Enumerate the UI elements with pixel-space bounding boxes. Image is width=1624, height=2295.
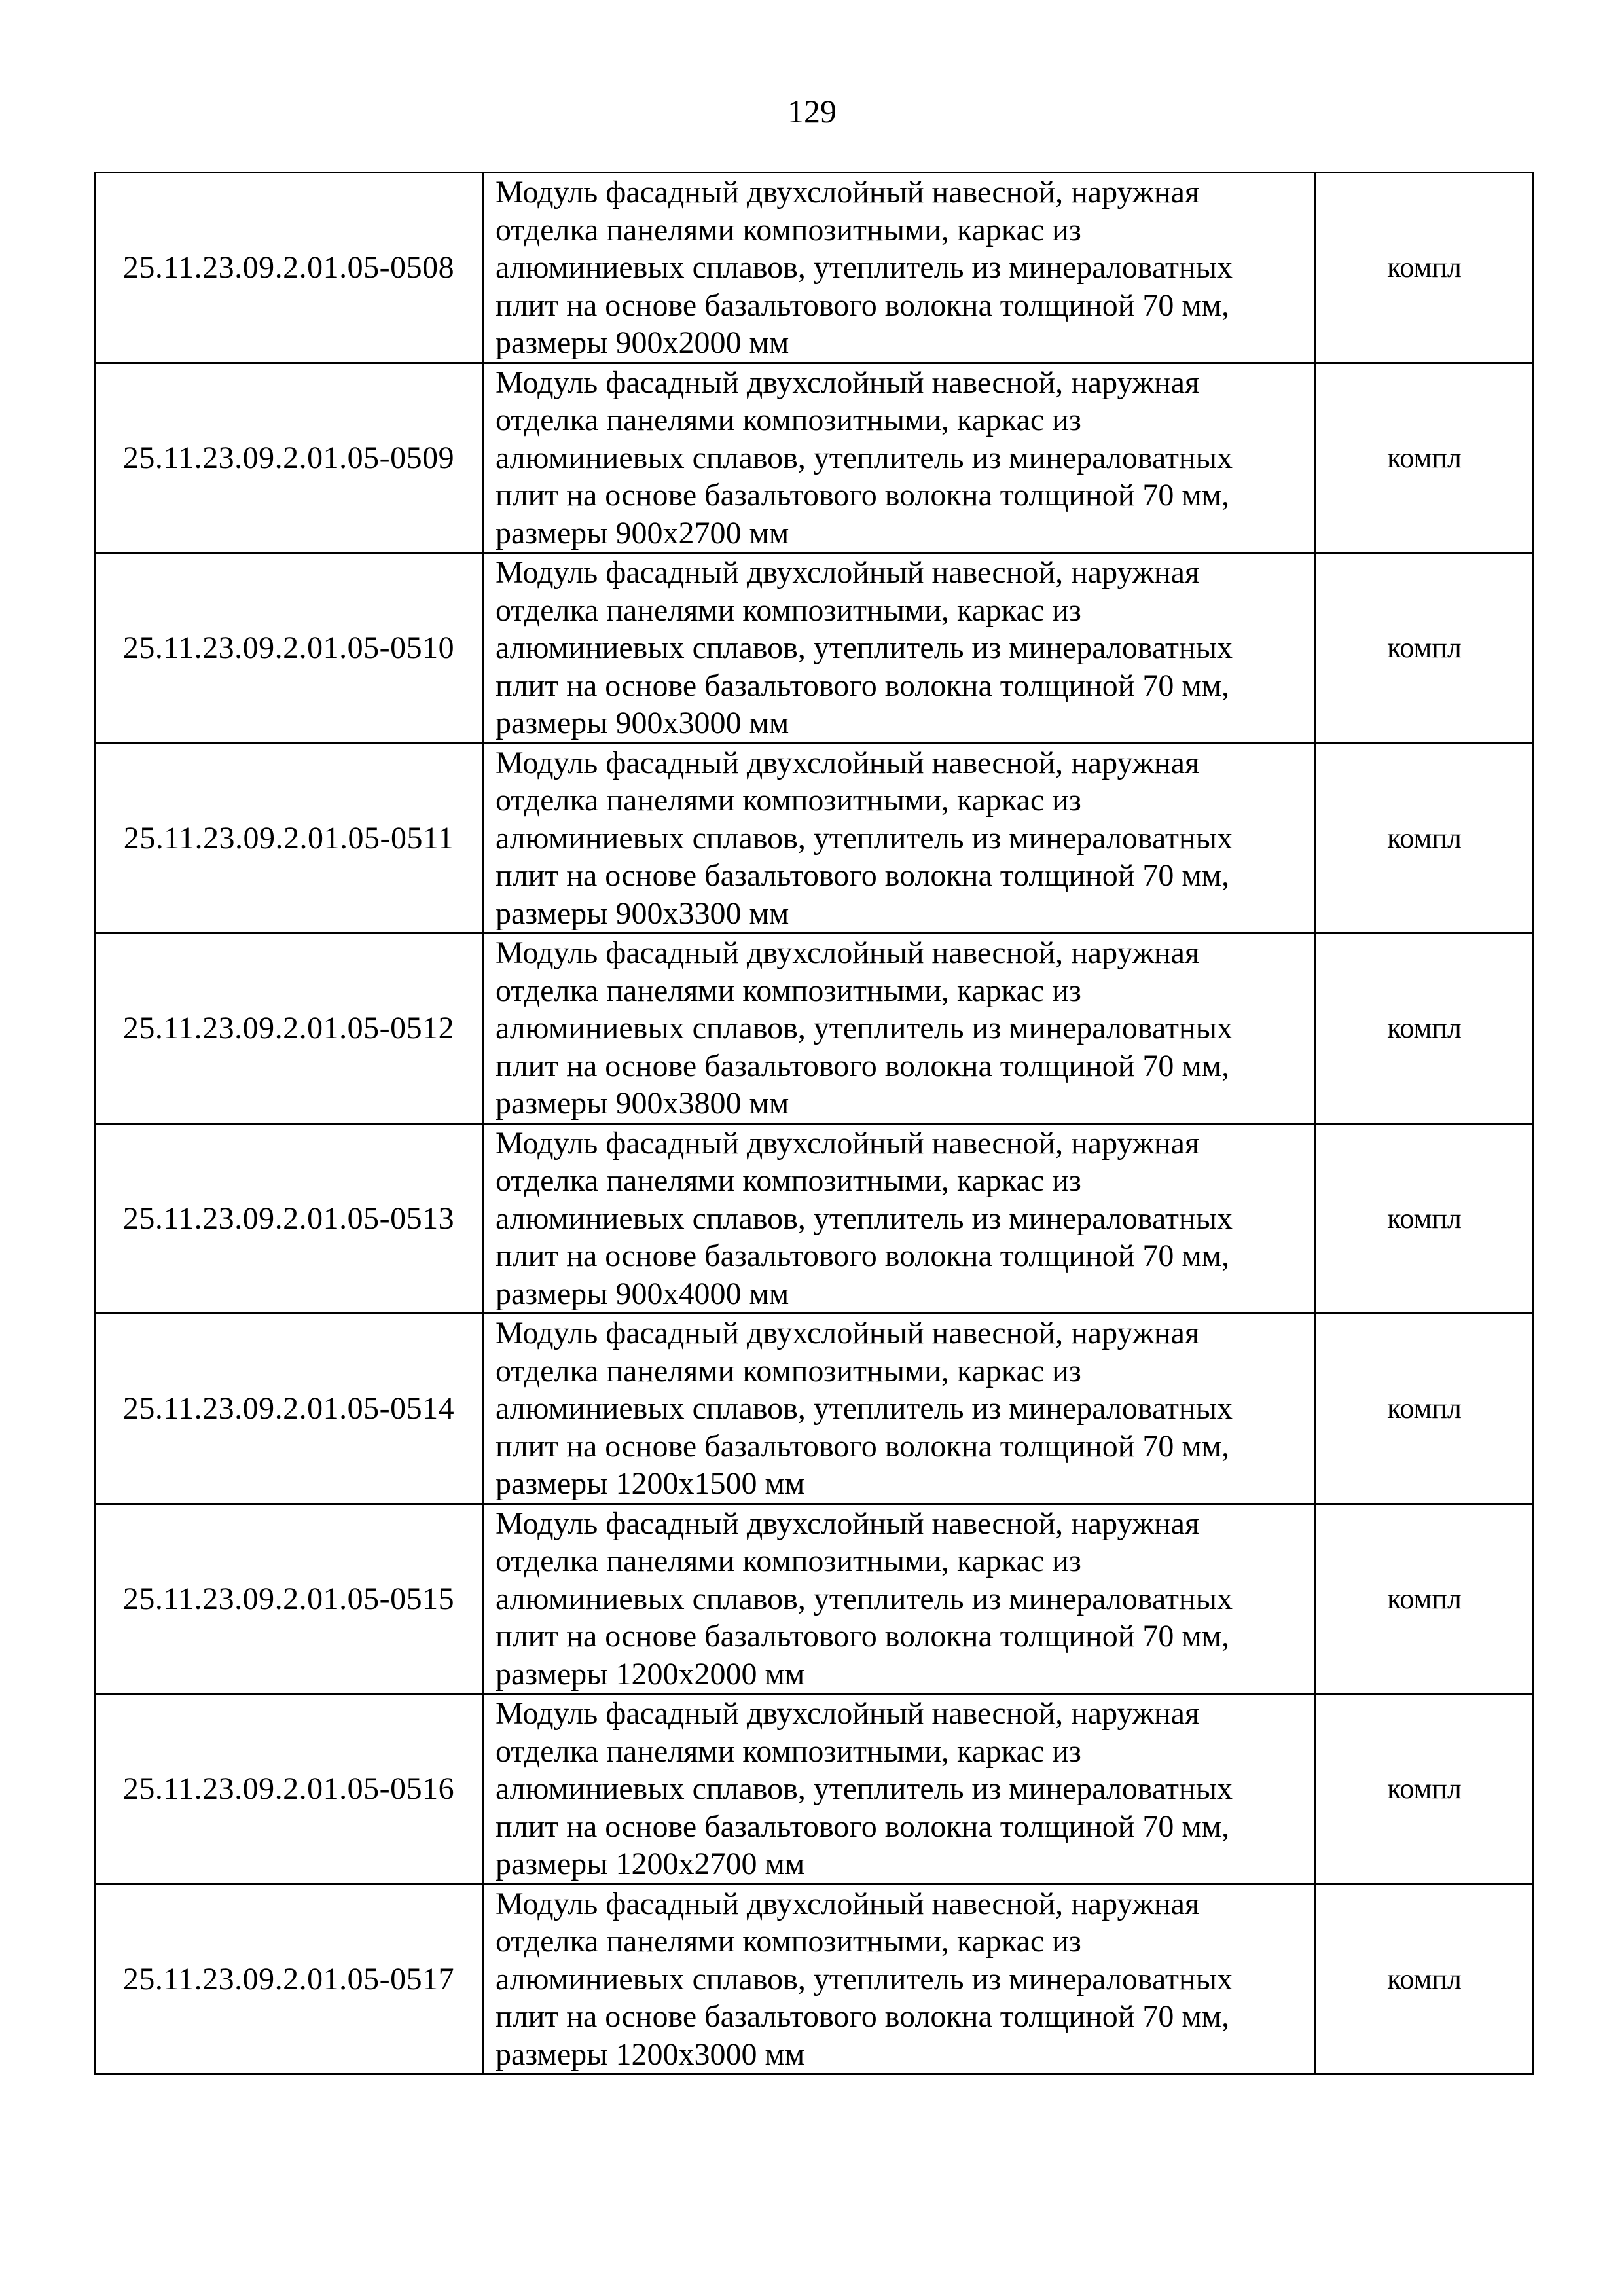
description-line: Модуль фасадный двухслойный навесной, наружная [496,745,1200,780]
description-line: алюминиевых сплавов, утеплитель из минераловатных [496,1391,1233,1426]
description-line: размеры 1200х2700 мм [496,1847,805,1881]
resource-description [483,1694,1316,1885]
unit-of-measure: компл [1316,933,1534,1124]
description-line: плит на основе базальтового волокна толщиной 70 мм, [496,1809,1230,1844]
resource-code: 25.11.23.09.2.01.05-0509 [95,363,483,553]
table-row [95,1884,1534,2074]
description-line: размеры 900х4000 мм [496,1276,789,1311]
description-line: Модуль фасадный двухслойный навесной, наружная [496,1506,1200,1541]
description-line: отделка панелями композитными, каркас из [496,403,1081,437]
unit-of-measure: компл [1316,173,1534,363]
description-line: алюминиевых сплавов, утеплитель из минераловатных [496,1771,1233,1806]
description-line: плит на основе базальтового волокна толщиной 70 мм, [496,287,1230,323]
resource-code: 25.11.23.09.2.01.05-0515 [95,1504,483,1694]
description-line: плит на основе базальтового волокна толщиной 70 мм, [496,858,1230,893]
table-row [95,553,1534,744]
resource-description [483,1314,1316,1504]
resource-description [483,553,1316,744]
resource-description [483,1884,1316,2074]
description-line: отделка панелями композитными, каркас из [496,1353,1081,1388]
unit-of-measure: компл [1316,1123,1534,1314]
table-row [95,173,1534,363]
resource-code: 25.11.23.09.2.01.05-0513 [95,1123,483,1314]
unit-of-measure: компл [1316,1694,1534,1885]
resource-code: 25.11.23.09.2.01.05-0508 [95,173,483,363]
unit-of-measure: компл [1316,363,1534,553]
resource-description [483,1504,1316,1694]
resource-description [483,933,1316,1124]
description-line: плит на основе базальтового волокна толщиной 70 мм, [496,1428,1230,1464]
resource-description [483,363,1316,553]
resource-code: 25.11.23.09.2.01.05-0516 [95,1694,483,1885]
description-line: плит на основе базальтового волокна толщиной 70 мм, [496,1619,1230,1653]
description-line: отделка панелями композитными, каркас из [496,973,1081,1008]
description-line: размеры 1200х2000 мм [496,1656,805,1691]
description-line: Модуль фасадный двухслойный навесной, наружная [496,1316,1200,1350]
description-line: Модуль фасадный двухслойный навесной, наружная [496,175,1200,209]
description-line: отделка панелями композитными, каркас из [496,212,1081,247]
description-line: размеры 1200х1500 мм [496,1466,805,1501]
description-line: Модуль фасадный двухслойный навесной, наружная [496,935,1200,970]
description-line: размеры 900х2700 мм [496,515,789,551]
unit-of-measure: компл [1316,1314,1534,1504]
resource-description [483,743,1316,933]
description-line: алюминиевых сплавов, утеплитель из минераловатных [496,630,1233,665]
description-line: размеры 1200х3000 мм [496,2036,805,2072]
description-line: плит на основе базальтового волокна толщиной 70 мм, [496,478,1230,513]
table-row [95,1123,1534,1314]
description-line: Модуль фасадный двухслойный навесной, наружная [496,1886,1200,1921]
resource-code: 25.11.23.09.2.01.05-0512 [95,933,483,1124]
description-line: алюминиевых сплавов, утеплитель из минераловатных [496,1581,1233,1616]
unit-of-measure: компл [1316,1504,1534,1694]
unit-of-measure: компл [1316,1884,1534,2074]
description-line: отделка панелями композитными, каркас из [496,1544,1081,1578]
description-line: Модуль фасадный двухслойный навесной, наружная [496,1696,1200,1731]
resource-table [94,172,1534,2075]
description-line: размеры 900х3000 мм [496,706,789,740]
table-row [95,1694,1534,1885]
description-line: плит на основе базальтового волокна толщиной 70 мм, [496,668,1230,703]
resource-code: 25.11.23.09.2.01.05-0511 [95,743,483,933]
description-line: отделка панелями композитными, каркас из [496,1163,1081,1198]
description-line: алюминиевых сплавов, утеплитель из минераловатных [496,820,1233,856]
description-line: размеры 900х3300 мм [496,895,789,931]
description-line: плит на основе базальтового волокна толщиной 70 мм, [496,1048,1230,1083]
description-line: Модуль фасадный двухслойный навесной, наружная [496,555,1200,590]
description-line: алюминиевых сплавов, утеплитель из минераловатных [496,1201,1233,1236]
description-line: алюминиевых сплавов, утеплитель из минераловатных [496,1011,1233,1045]
description-line: Модуль фасадный двухслойный навесной, наружная [496,1125,1200,1161]
table-row [95,743,1534,933]
resource-code: 25.11.23.09.2.01.05-0517 [95,1884,483,2074]
table-row [95,1504,1534,1694]
description-line: алюминиевых сплавов, утеплитель из минераловатных [496,250,1233,285]
description-line: отделка панелями композитными, каркас из [496,1733,1081,1769]
unit-of-measure: компл [1316,553,1534,744]
description-line: отделка панелями композитными, каркас из [496,783,1081,818]
description-line: плит на основе базальтового волокна толщиной 70 мм, [496,1238,1230,1273]
description-line: размеры 900х2000 мм [496,325,789,360]
table-row [95,933,1534,1124]
resource-code: 25.11.23.09.2.01.05-0514 [95,1314,483,1504]
resource-description [483,1123,1316,1314]
description-line: плит на основе базальтового волокна толщиной 70 мм, [496,1999,1230,2034]
unit-of-measure: компл [1316,743,1534,933]
resource-code: 25.11.23.09.2.01.05-0510 [95,553,483,744]
resource-table-body [95,173,1534,2074]
description-line: размеры 900х3800 мм [496,1086,789,1121]
description-line: алюминиевых сплавов, утеплитель из минераловатных [496,440,1233,475]
description-line: алюминиевых сплавов, утеплитель из минераловатных [496,1961,1233,1997]
description-line: отделка панелями композитными, каркас из [496,592,1081,628]
table-row [95,363,1534,553]
page-number: 129 [787,93,837,130]
description-line: Модуль фасадный двухслойный навесной, наружная [496,365,1200,400]
description-line: отделка панелями композитными, каркас из [496,1924,1081,1959]
table-row [95,1314,1534,1504]
resource-description [483,173,1316,363]
